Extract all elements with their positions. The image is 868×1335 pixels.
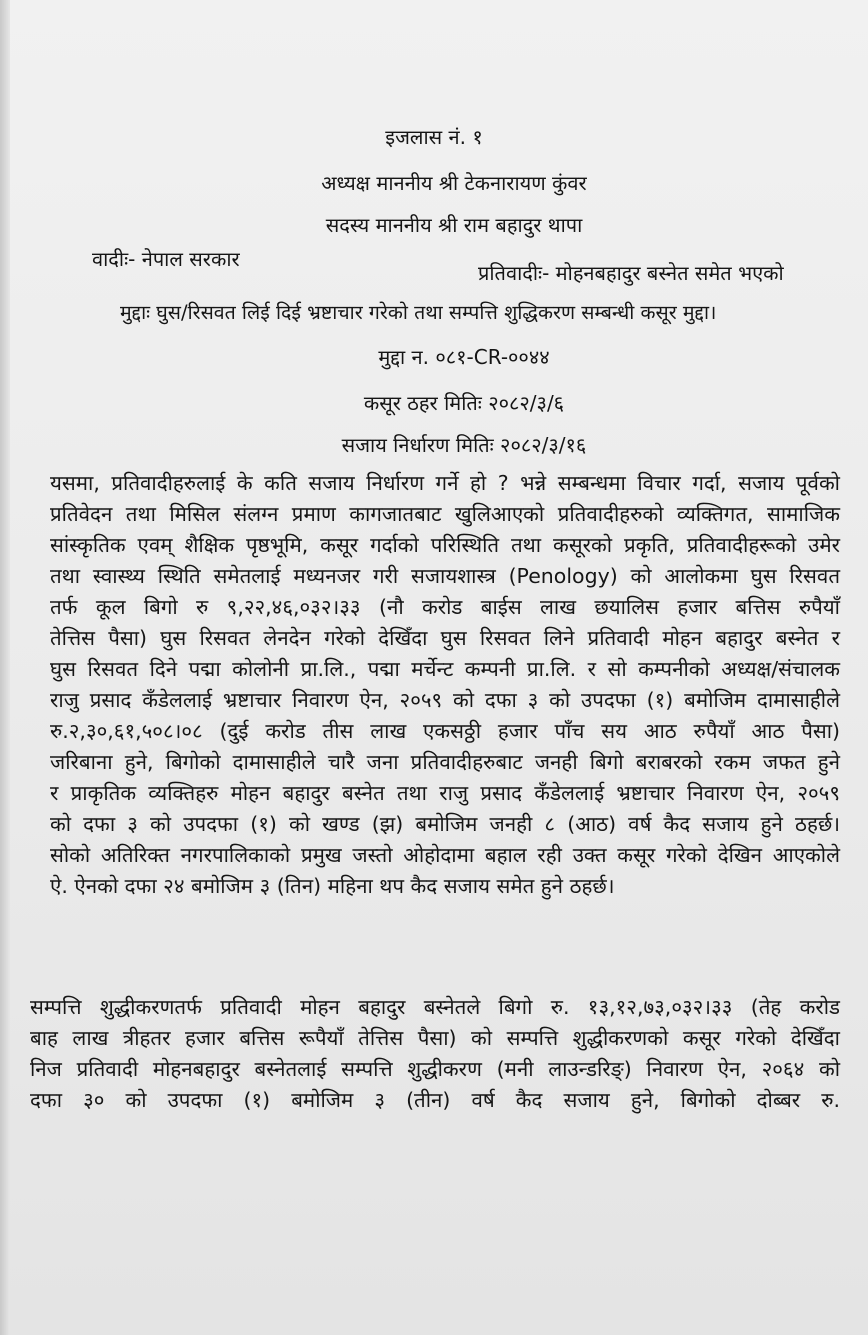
member-line: सदस्य माननीय श्री राम बहादुर थापा xyxy=(325,213,583,237)
paragraph-2-line: निज प्रतिवादी मोहनबहादुर बस्नेतलाई सम्पत्ति शुद्धीकरण (मनी लाउन्डरिङ्) निवारण ऐन, २०६४ को xyxy=(30,1057,840,1081)
paragraph-2-line: बाह लाख त्रीहतर हजार बत्तिस रूपैयाँ तेत्तिस पैसा) को सम्पत्ति शुद्धीकरणको कसूर गरेको देखिँदा xyxy=(30,1026,840,1050)
paper-edge xyxy=(0,0,10,1335)
paragraph-1-line: र प्राकृतिक व्यक्तिहरु मोहन बहादुर बस्नेत तथा राजु प्रसाद कँडेललाई भ्रष्टाचार निवारण ऐन, २०५९ xyxy=(50,781,840,805)
paragraph-2-line: सम्पत्ति शुद्धीकरणतर्फ प्रतिवादी मोहन बहादुर बस्नेतले बिगो रु. १३,१२,७३,०३२।३३ (तेह करोड xyxy=(30,995,840,1019)
paragraph-1-line: सोको अतिरिक्त नगरपालिकाको प्रमुख जस्तो ओहोदामा बहाल रही उक्त कसूर गरेको देखिन आएकोले xyxy=(50,843,840,867)
bench-number: इजलास नं. १ xyxy=(385,125,483,149)
paragraph-1-line: प्रतिवेदन तथा मिसिल संलग्न प्रमाण कागजातबाट खुलिआएको प्रतिवादीहरुको व्यक्तिगत, सामाजिक xyxy=(50,502,840,526)
paragraph-1-line: यसमा, प्रतिवादीहरुलाई के कति सजाय निर्धारण गर्ने हो ? भन्ने सम्बन्धमा विचार गर्दा, सजाय पूर्वको xyxy=(50,471,840,495)
chairperson-line: अध्यक्ष माननीय श्री टेकनारायण कुंवर xyxy=(321,171,587,195)
paragraph-1-line: घुस रिसवत दिने पद्मा कोलोनी प्रा.लि., पद्मा मर्चेन्ट कम्पनी प्रा.लि. र सो कम्पनीको अध्यक्ष/संचालक xyxy=(50,657,840,681)
conviction-date-line: कसूर ठहर मितिः २०८२/३/६ xyxy=(363,391,565,415)
paragraph-2-line: दफा ३० को उपदफा (१) बमोजिम ३ (तीन) वर्ष कैद सजाय हुने, बिगोको दोब्बर रु. xyxy=(30,1088,840,1112)
defendant-line: प्रतिवादीः- मोहनबहादुर बस्नेत समेत भएको xyxy=(478,261,784,285)
paragraph-1-line: तथा स्वास्थ्य स्थिति समेतलाई मध्यनजर गरी सजायशास्त्र (Penology) को आलोकमा घुस रिसवत xyxy=(50,564,840,588)
sentencing-date-line: सजाय निर्धारण मितिः २०८२/३/१६ xyxy=(341,433,587,457)
paragraph-1-line: राजु प्रसाद कँडेललाई भ्रष्टाचार निवारण ऐन, २०५९ को दफा ३ को उपदफा (१) बमोजिम दामासाहीले xyxy=(50,688,840,712)
paragraph-1-line: जरिबाना हुने, बिगोको दामासाहीले चारै जना प्रतिवादीहरुबाट जनही बिगो बराबरको रकम जफत हुने xyxy=(50,750,840,774)
paragraph-1-line: रु.२,३०,६१,५०८।०८ (दुई करोड तीस लाख एकसठ्ठी हजार पाँच सय आठ रुपैयाँ आठ पैसा) xyxy=(50,719,840,743)
plaintiff-line: वादीः- नेपाल सरकार xyxy=(92,247,240,271)
case-subject-line: मुद्दाः घुस/रिसवत लिई दिई भ्रष्टाचार गरेको तथा सम्पत्ति शुद्धिकरण सम्बन्धी कसूर मुद्दा। xyxy=(120,301,717,324)
case-number-line: मुद्दा न. ०८१-CR-००४४ xyxy=(378,345,550,369)
paragraph-1-line: तेत्तिस पैसा) घुस रिसवत लेनदेन गरेको देखिँदा घुस रिसवत लिने प्रतिवादी मोहन बहादुर बस्नेत र xyxy=(50,626,840,650)
sentencing-paragraph-1 xyxy=(50,468,840,902)
paragraph-1-line: सांस्कृतिक एवम् शैक्षिक पृष्ठभूमि, कसूर गर्दाको परिस्थिति तथा कसूरको प्रकृति, प्रतिवादीहरूको उमेर xyxy=(50,533,840,557)
paragraph-1-line: तर्फ कूल बिगो रु ९,२२,४६,०३२।३३ (नौ करोड बाईस लाख छयालिस हजार बत्तिस रुपैयाँ xyxy=(50,595,840,619)
money-laundering-paragraph xyxy=(30,992,840,1116)
paragraph-1-line: को दफा ३ को उपदफा (१) को खण्ड (झ) बमोजिम जनही ८ (आठ) वर्ष कैद सजाय हुने ठहर्छ। xyxy=(50,812,840,836)
paragraph-1-line: ऐ. ऐनको दफा २४ बमोजिम ३ (तिन) महिना थप कैद सजाय समेत हुने ठहर्छ। xyxy=(50,874,615,898)
